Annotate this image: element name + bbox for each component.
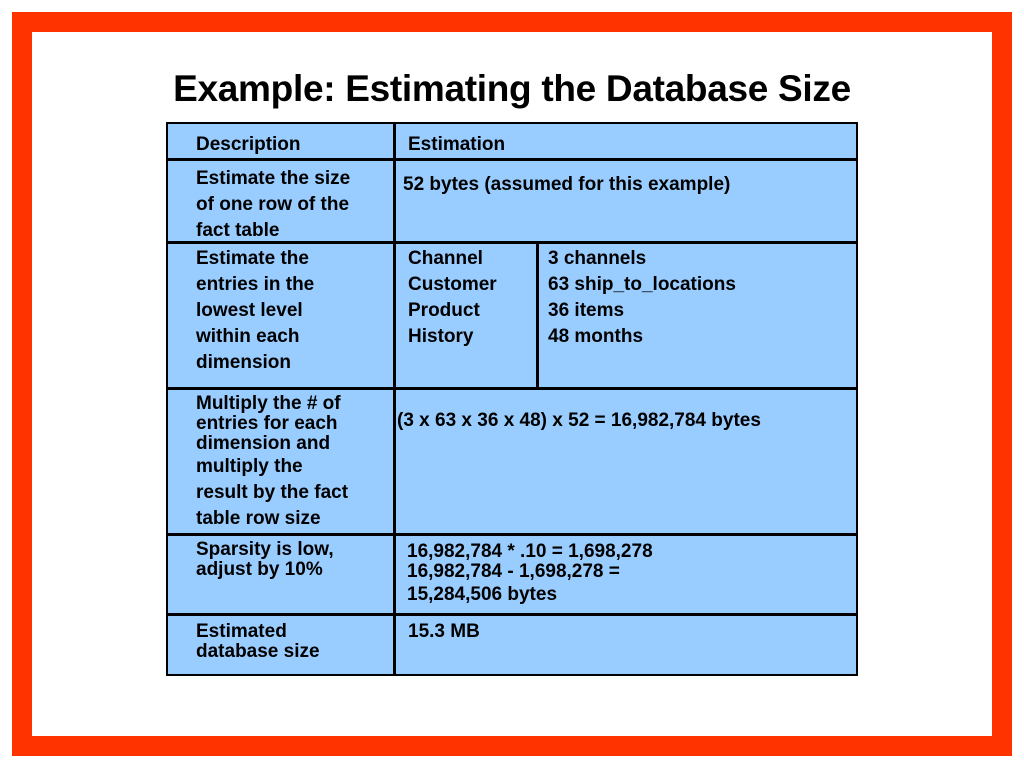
row-1-description: Estimate the size of one row of the fact table: [196, 168, 351, 241]
row-3-estimation: (3 x 63 x 36 x 48) x 52 = 16,982,784 bytes: [397, 410, 761, 431]
estimation-table: [166, 122, 858, 676]
row-divider: [168, 533, 856, 536]
row-4-estimation: 16,982,784 * .10 = 1,698,278 16,982,784 - 1,698,278 = 15,284,506 bytes: [407, 541, 653, 605]
row-3-description: Multiply the # of entries for each dimension and multiply the result by the fact table row size: [196, 393, 349, 529]
header-description: Description: [196, 134, 301, 155]
column-divider: [536, 241, 539, 389]
row-2-counts: 3 channels 63 ship_to_locations 36 items 48 months: [548, 248, 736, 347]
row-divider: [168, 387, 856, 390]
row-divider: [168, 613, 856, 616]
row-2-description: Estimate the entries in the lowest level within each dimension: [196, 248, 315, 373]
row-2-dimensions: Channel Customer Product History: [408, 248, 497, 347]
row-4-description: Sparsity is low, adjust by 10%: [196, 539, 334, 580]
row-5-estimation: 15.3 MB: [408, 621, 480, 642]
page-title: Example: Estimating the Database Size: [173, 68, 851, 109]
row-1-estimation: 52 bytes (assumed for this example): [403, 174, 731, 195]
row-divider: [168, 158, 856, 161]
row-5-description: Estimated database size: [196, 621, 320, 662]
column-divider: [393, 124, 396, 674]
header-estimation: Estimation: [408, 134, 506, 155]
